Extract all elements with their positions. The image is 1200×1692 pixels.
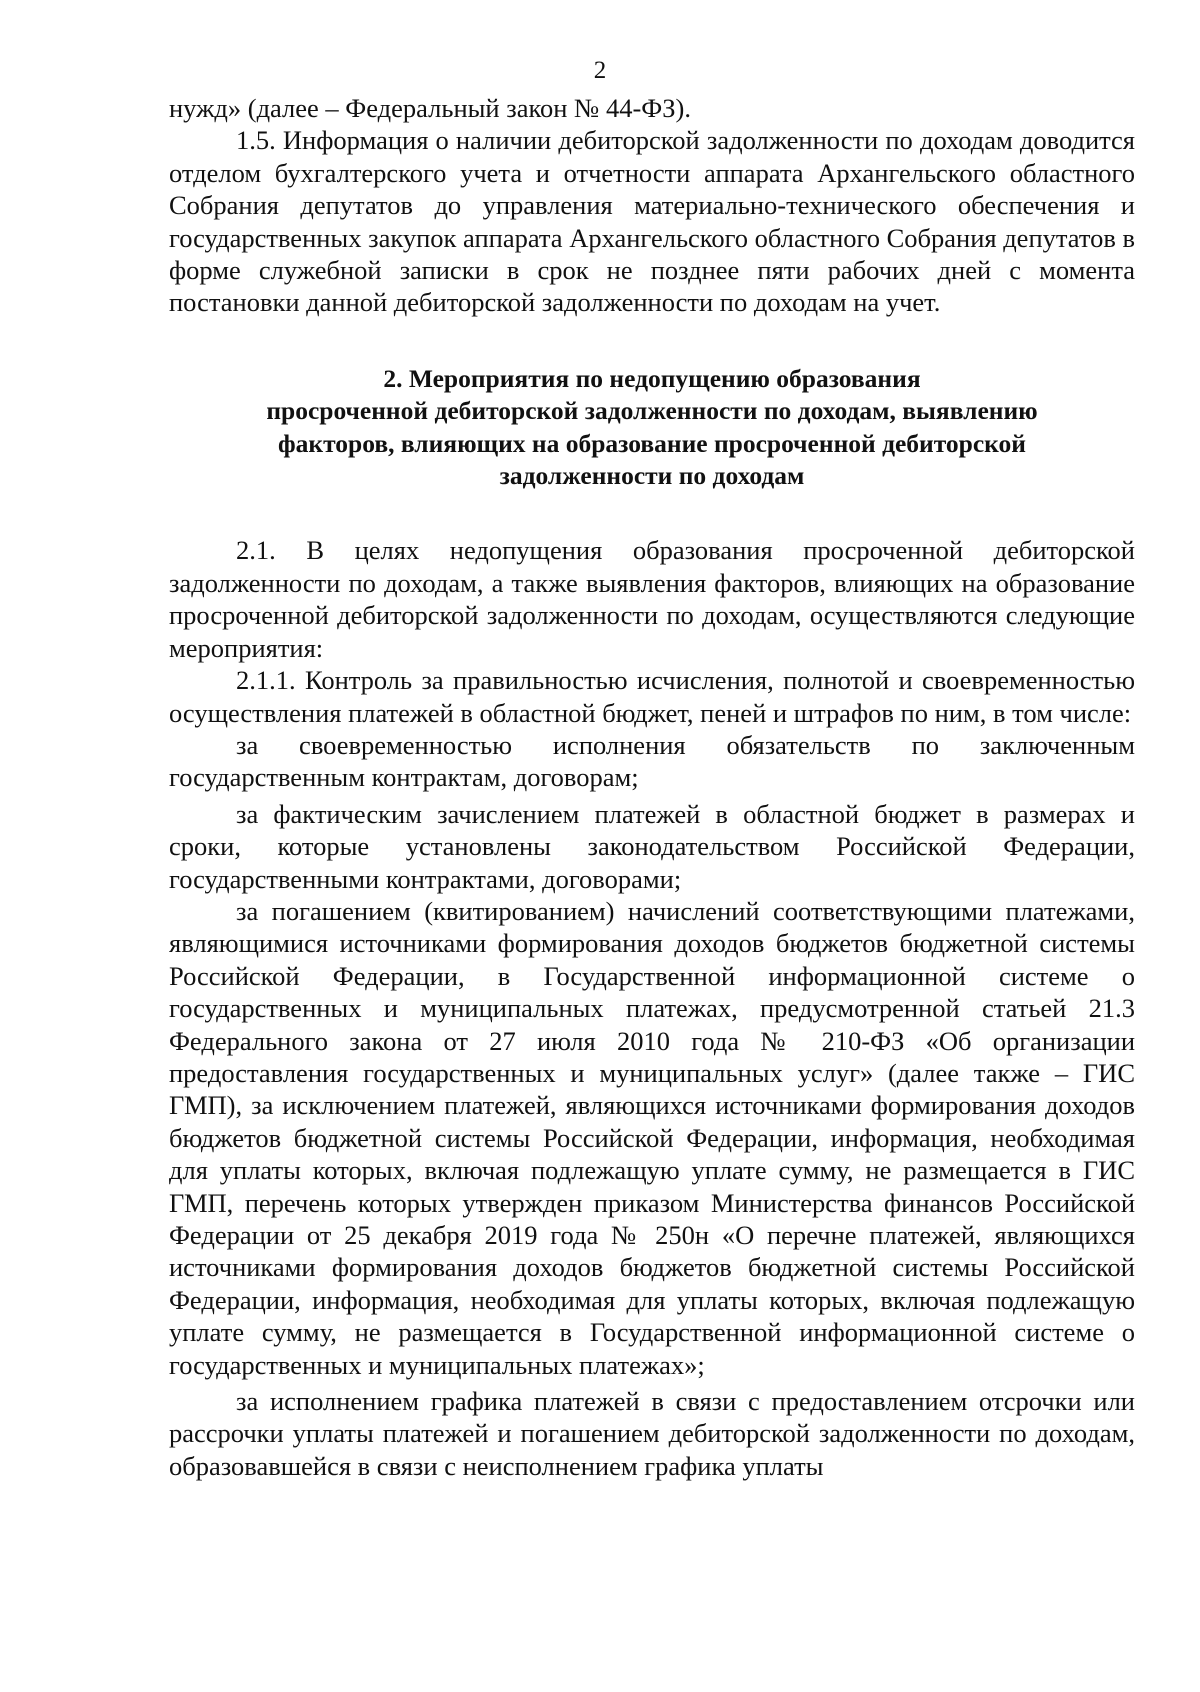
paragraph-list-item: за исполнением графика платежей в связи с предоставлением отсрочки или рассрочки уплаты платежей и погашением дебиторской задолженности по доходам, образовавшейся в связи с неисполнением графика уплаты	[169, 1386, 1135, 1481]
section-heading	[169, 363, 1135, 493]
paragraph-2-1: 2.1. В целях недопущения образования просроченной дебиторской задолженности по доходам, а также выявления факторов, влияющих на образование просроченной дебиторской задолженности по доходам, осуществляются следующие мероприятия:	[169, 535, 1135, 663]
paragraph-1-5: 1.5. Информация о наличии дебиторской задолженности по доходам доводится отделом бухгалтерского учета и отчетности аппарата Архангельского областного Собрания депутатов до управления материально-технического обеспечения и государственных закупок аппарата Архангельского областного Собрания депутатов в форме служебной записки в срок не позднее пяти рабочих дней с момента постановки данной дебиторской задолженности по доходам на учет.	[169, 125, 1135, 318]
page-number: 2	[593, 57, 607, 84]
section-heading-line: 2. Мероприятия по недопущению образования	[383, 363, 921, 393]
section-heading-line: факторов, влияющих на образование просроченной дебиторской	[278, 428, 1026, 458]
paragraph-2-1-1: 2.1.1. Контроль за правильностью исчисления, полнотой и своевременностью осуществления платежей в областной бюджет, пеней и штрафов по ним, в том числе:	[169, 665, 1135, 728]
section-heading-line: задолженности по доходам	[499, 461, 805, 491]
paragraph-list-item: за фактическим зачислением платежей в областной бюджет в размерах и сроки, которые установлены законодательством Российской Федерации, государственными контрактами, договорами;	[169, 798, 1135, 894]
section-heading-line: просроченной дебиторской задолженности по доходам, выявлению	[266, 396, 1038, 426]
document-body	[169, 92, 1135, 1482]
paragraph-continuation: нужд» (далее – Федеральный закон № 44-ФЗ).	[169, 93, 691, 123]
paragraph-list-item: за погашением (квитированием) начислений соответствующими платежами, являющимися источниками формирования доходов бюджетов бюджетной системы Российской Федерации, в Государственной информационной системе о государственных и муниципальных платежах, предусмотренной статьей 21.3 Федерального закона от 27 июля 2010 года № 210-ФЗ «Об организации предоставления государственных и муниципальных услуг» (далее также – ГИС ГМП), за исключением платежей, являющихся источниками формирования доходов бюджетов бюджетной системы Российской Федерации, информация, необходимая для уплаты которых, включая подлежащую уплате сумму, не размещается в ГИС ГМП, перечень которых утвержден приказом Министерства финансов Российской Федерации от 25 декабря 2019 года № 250н «О перечне платежей, являющихся источниками формирования доходов бюджетов бюджетной системы Российской Федерации, информация, необходимая для уплаты которых, включая подлежащую уплате сумму, не размещается в Государственной информационной системе о государственных и муниципальных платежах»;	[169, 895, 1135, 1380]
paragraph-list-item: за своевременностью исполнения обязательств по заключенным государственным контрактам, договорам;	[169, 729, 1135, 793]
